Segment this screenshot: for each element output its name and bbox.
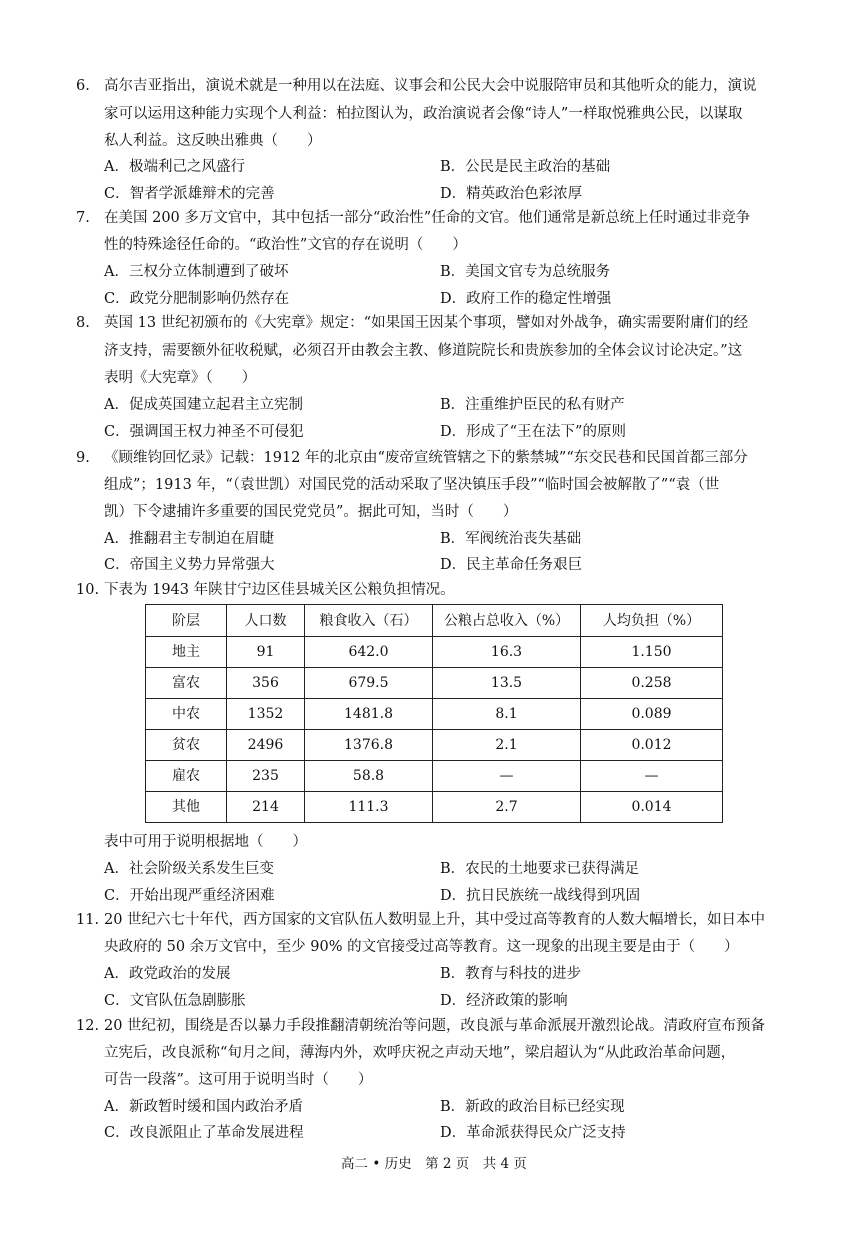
- option-d: D．民主革命任务艰巨: [440, 557, 583, 573]
- question-text-line: 20 世纪初，围绕是否以暴力手段推翻清朝统治等问题，改良派与革命派展开激烈论战。清政府宣布预备: [104, 1018, 766, 1034]
- question-text-line: 央政府的 50 余万文官中，至少 90% 的文官接受过高等教育。这一现象的出现主要是由于（ ）: [104, 939, 739, 955]
- table-header-cell: 粮食收入（石）: [305, 605, 433, 637]
- question-number: 12.: [76, 1018, 100, 1034]
- question-number: 11.: [76, 912, 100, 928]
- option-c: C．帝国主义势力异常强大: [104, 557, 275, 573]
- table-cell: 0.089: [581, 699, 723, 730]
- option-b: B．美国文官专为总统服务: [440, 264, 611, 280]
- table-cell: 雇农: [146, 761, 227, 792]
- table-cell: 0.012: [581, 730, 723, 761]
- table-cell: 贫农: [146, 730, 227, 761]
- option-a: A．三权分立体制遭到了破坏: [104, 264, 289, 280]
- question-text-line: 济支持，需要额外征收税赋，必须召开由教会主教、修道院院长和贵族参加的全体会议讨论决定。”这: [104, 343, 743, 359]
- table-row: [146, 761, 723, 792]
- table-header-cell: 公粮占总收入（%）: [433, 605, 581, 637]
- option-c: C．智者学派雄辩术的完善: [104, 186, 275, 202]
- option-d: D．经济政策的影响: [440, 993, 568, 1009]
- question-number: 6.: [76, 78, 90, 94]
- question-text-line: 立宪后，改良派称“旬月之间，薄海内外，欢呼庆祝之声动天地”，梁启超认为“从此政治革命问题，: [104, 1045, 736, 1061]
- question-text-line: 家可以运用这种能力实现个人利益：柏拉图认为，政治演说者会像“诗人”一样取悦雅典公民，以谋取: [104, 106, 743, 122]
- table-cell: 8.1: [433, 699, 581, 730]
- table-header-cell: 阶层: [146, 605, 227, 637]
- question-text-line: 表明《大宪章》（ ）: [104, 370, 257, 386]
- table-row: [146, 637, 723, 668]
- table-cell: 其他: [146, 792, 227, 823]
- option-b: B．注重维护臣民的私有财产: [440, 397, 625, 413]
- table-cell: 1.150: [581, 637, 723, 668]
- option-a: A．推翻君主专制迫在眉睫: [104, 531, 274, 547]
- table-row: [146, 730, 723, 761]
- page-footer: 高二 • 历史 第 2 页 共 4 页: [341, 1156, 527, 1172]
- table-cell: 16.3: [433, 637, 581, 668]
- option-d: D．政府工作的稳定性增强: [440, 291, 612, 307]
- option-b: B．教育与科技的进步: [440, 966, 582, 982]
- option-b: B．军阀统治丧失基础: [440, 531, 582, 547]
- table-cell: 2.7: [433, 792, 581, 823]
- question-number: 9.: [76, 450, 90, 466]
- option-d: D．精英政治色彩浓厚: [440, 186, 583, 202]
- question-text-line: 20 世纪六七十年代，西方国家的文官队伍人数明显上升，其中受过高等教育的人数大幅增长，如日本中: [104, 912, 766, 928]
- option-d: D．革命派获得民众广泛支持: [440, 1125, 626, 1141]
- question-text-line: 性的特殊途径任命的。“政治性”文官的存在说明（ ）: [104, 237, 467, 253]
- table-row: [146, 668, 723, 699]
- option-b: B．公民是民主政治的基础: [440, 159, 611, 175]
- option-a: A．极端利己之风盛行: [104, 159, 245, 175]
- table-cell: 1481.8: [305, 699, 433, 730]
- table-cell: —: [581, 761, 723, 792]
- table-cell: 13.5: [433, 668, 581, 699]
- table-row: [146, 699, 723, 730]
- option-a: A．促成英国建立起君主立宪制: [104, 397, 303, 413]
- question-text-line: 英国 13 世纪初颁布的《大宪章》规定：“如果国王因某个事项，譬如对外战争，确实需要附庸们的经: [104, 315, 749, 331]
- option-c: C．开始出现严重经济困难: [104, 888, 275, 904]
- table-cell: 中农: [146, 699, 227, 730]
- table-cell: 214: [227, 792, 305, 823]
- option-d: D．形成了“王在法下”的原则: [440, 424, 626, 440]
- question-text-line: 表中可用于说明根据地（ ）: [104, 834, 307, 850]
- question-text-line: 凯）下令逮捕许多重要的国民党党员”。据此可知，当时（ ）: [104, 504, 518, 520]
- question-text-line: 组成”；1913 年，“（袁世凯）对国民党的活动采取了坚决镇压手段”“临时国会被解散了”“袁（世: [104, 477, 720, 493]
- question-text-line: 私人利益。这反映出雅典（ ）: [104, 133, 322, 149]
- question-text-line: 在美国 200 多万文官中，其中包括一部分“政治性”任命的文官。他们通常是新总统上任时通过非竞争: [104, 210, 751, 226]
- question-text-line: 下表为 1943 年陕甘宁边区佳县城关区公粮负担情况。: [104, 582, 455, 598]
- table-row: [146, 792, 723, 823]
- table-cell: 2496: [227, 730, 305, 761]
- table-cell: 富农: [146, 668, 227, 699]
- table-cell: 地主: [146, 637, 227, 668]
- table-cell: 1376.8: [305, 730, 433, 761]
- option-a: A．政党政治的发展: [104, 966, 231, 982]
- table-header-cell: 人口数: [227, 605, 305, 637]
- option-a: A．社会阶级关系发生巨变: [104, 861, 274, 877]
- option-c: C．改良派阻止了革命发展进程: [104, 1125, 304, 1141]
- question-text-line: 可告一段落”。这可用于说明当时（ ）: [104, 1072, 373, 1088]
- question-number: 7.: [76, 210, 90, 226]
- option-c: C．强调国王权力神圣不可侵犯: [104, 424, 304, 440]
- question-text-line: 高尔吉亚指出，演说术就是一种用以在法庭、议事会和公民大会中说服陪审员和其他听众的能力，演说: [104, 78, 757, 94]
- table-cell: 356: [227, 668, 305, 699]
- table-cell: 1352: [227, 699, 305, 730]
- table-cell: 91: [227, 637, 305, 668]
- table-cell: 58.8: [305, 761, 433, 792]
- grain-burden-table: [145, 604, 723, 823]
- table-cell: 2.1: [433, 730, 581, 761]
- option-b: B．农民的土地要求已获得满足: [440, 861, 640, 877]
- option-a: A．新政暂时缓和国内政治矛盾: [104, 1099, 303, 1115]
- option-c: C．政党分肥制影响仍然存在: [104, 291, 290, 307]
- table-cell: 642.0: [305, 637, 433, 668]
- table-cell: —: [433, 761, 581, 792]
- table-header-cell: 人均负担（%）: [581, 605, 723, 637]
- table-cell: 235: [227, 761, 305, 792]
- table-cell: 0.258: [581, 668, 723, 699]
- question-text-line: 《顾维钧回忆录》记载：1912 年的北京由“废帝宣统管辖之下的紫禁城”“东交民巷和民国首都三部分: [104, 450, 748, 466]
- option-c: C．文官队伍急剧膨胀: [104, 993, 246, 1009]
- option-d: D．抗日民族统一战线得到巩固: [440, 888, 641, 904]
- question-number: 10.: [76, 582, 100, 598]
- table-header-row: [146, 605, 723, 637]
- table-cell: 111.3: [305, 792, 433, 823]
- option-b: B．新政的政治目标已经实现: [440, 1099, 625, 1115]
- question-number: 8.: [76, 315, 90, 331]
- table-cell: 679.5: [305, 668, 433, 699]
- table-cell: 0.014: [581, 792, 723, 823]
